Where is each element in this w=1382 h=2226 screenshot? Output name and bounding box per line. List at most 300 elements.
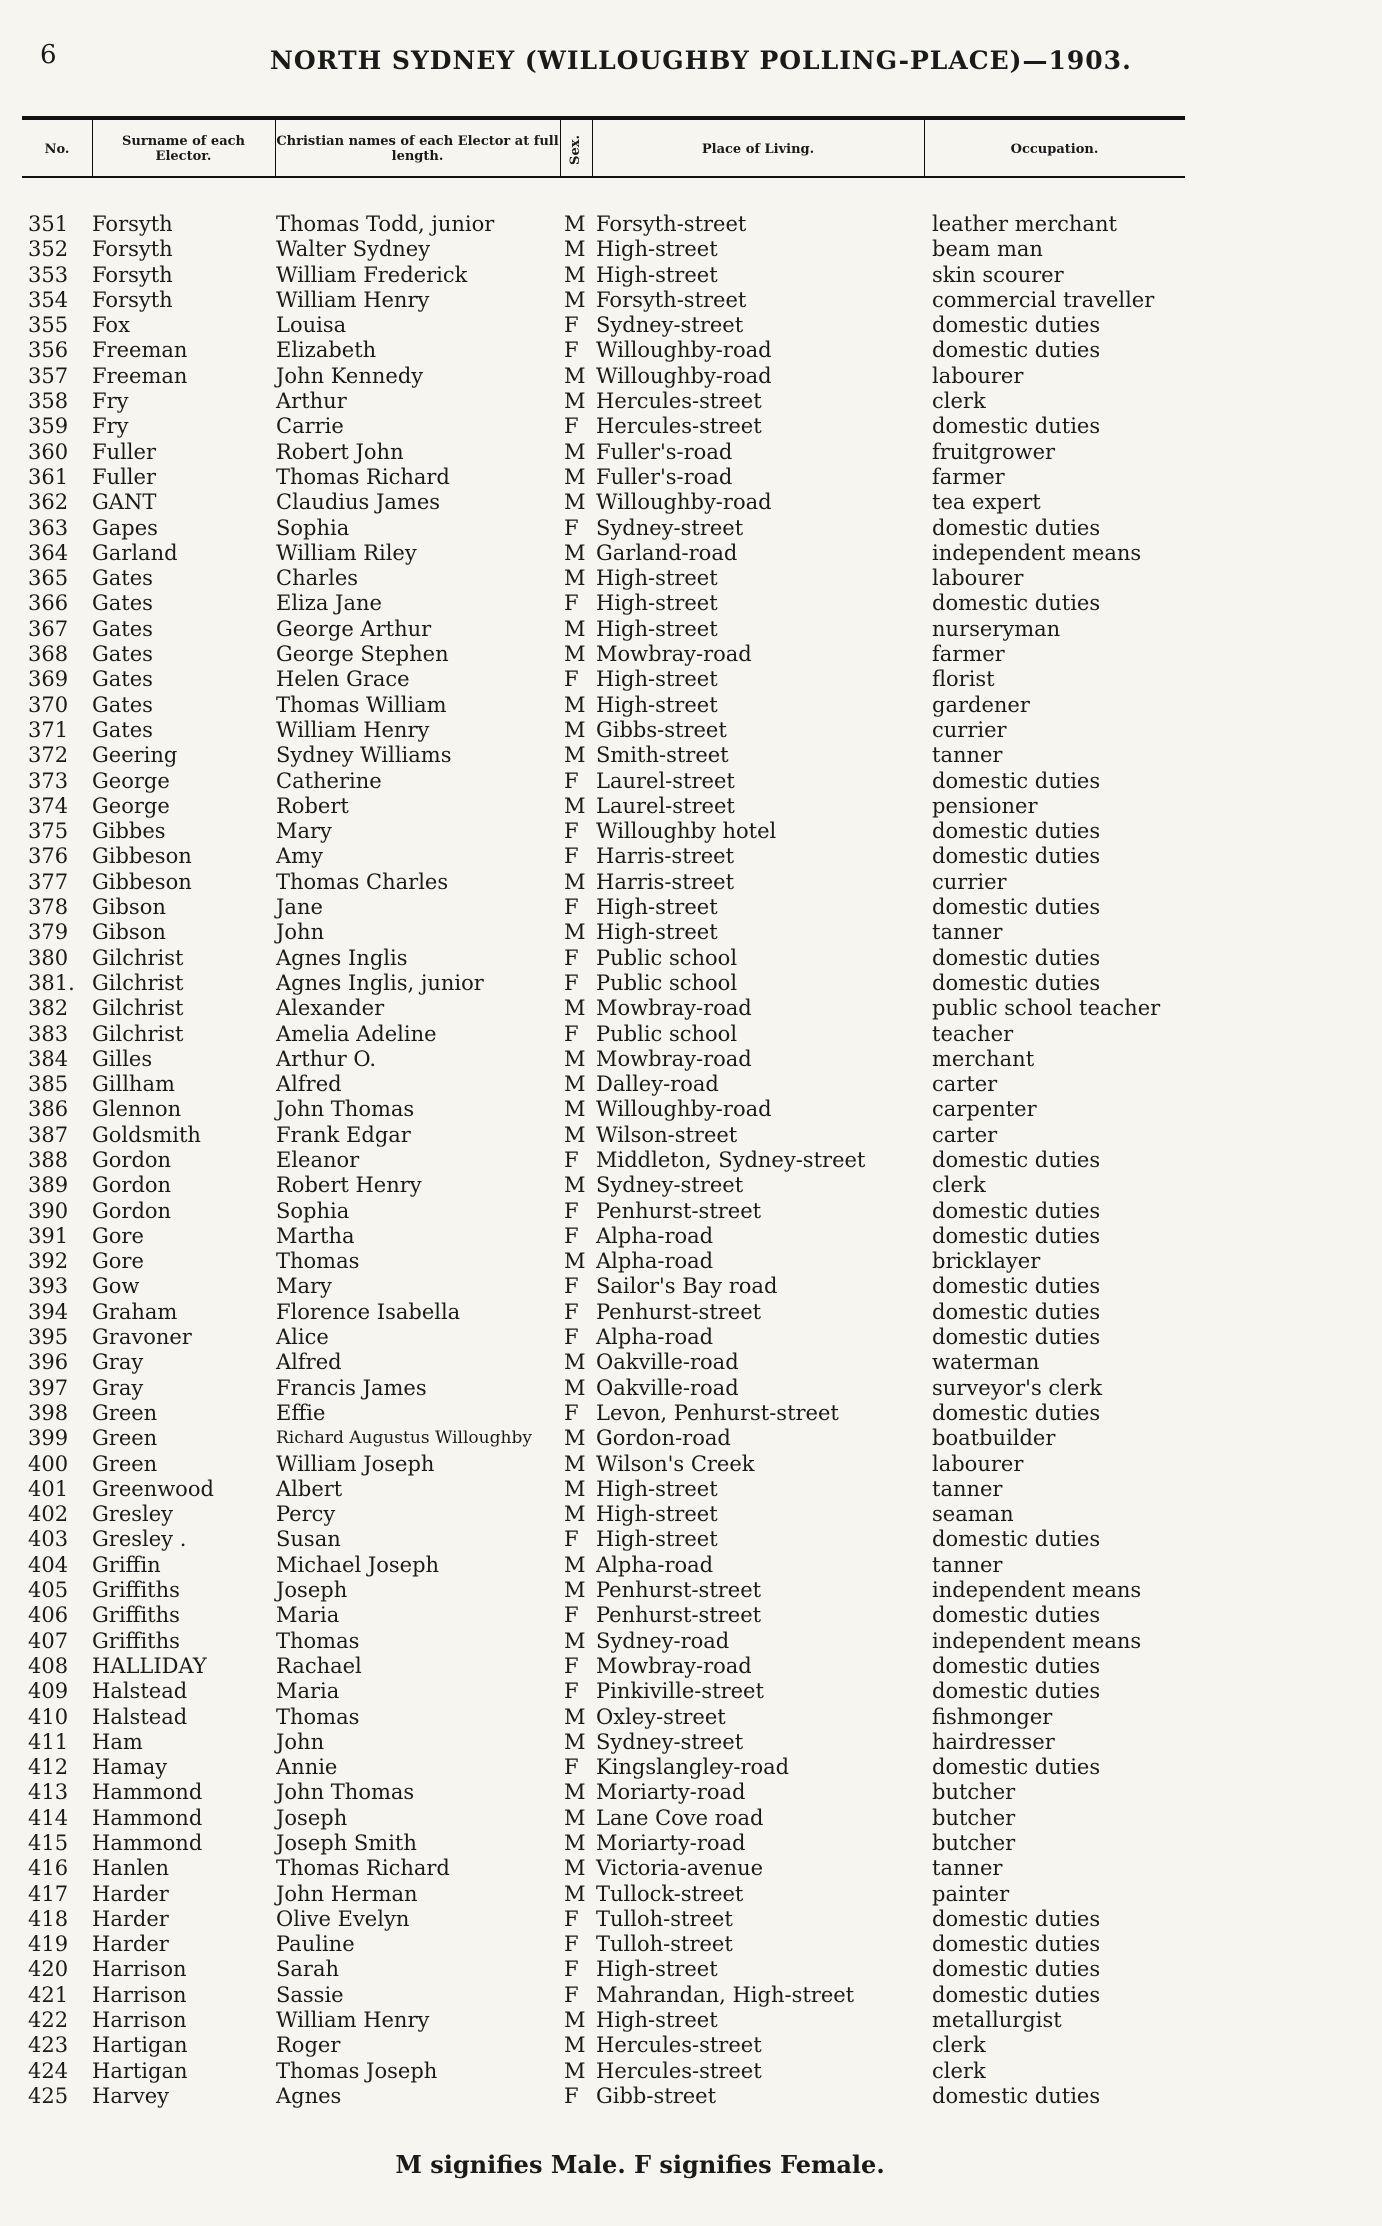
- elector-sex: F: [564, 970, 579, 995]
- elector-occupation: domestic duties: [932, 945, 1101, 970]
- header-sex: [560, 124, 592, 176]
- elector-number: 415: [28, 1831, 69, 1855]
- elector-sex: F: [564, 1147, 579, 1172]
- table-row: [0, 1553, 1382, 1578]
- elector-sex: M: [564, 1780, 586, 1805]
- elector-occupation: leather merchant: [932, 212, 1117, 236]
- elector-surname: Hartigan: [92, 2058, 188, 2083]
- elector-occupation: clerk: [932, 389, 986, 414]
- table-row: [0, 1603, 1382, 1628]
- elector-sex: M: [564, 1046, 586, 1071]
- header-surname: Surname of each Elector.: [122, 134, 245, 164]
- table-row: [0, 490, 1382, 515]
- elector-number: 369: [28, 667, 69, 692]
- table-row: [0, 996, 1382, 1021]
- elector-sex: F: [564, 1400, 579, 1425]
- elector-number: 385: [28, 1072, 69, 1097]
- elector-number: 414: [28, 1805, 69, 1830]
- elector-surname: Green: [92, 1451, 158, 1476]
- elector-place-of-living: Alpha-road: [596, 1249, 714, 1274]
- table-row: [0, 516, 1382, 541]
- elector-occupation: domestic duties: [932, 768, 1101, 793]
- table-row: [0, 667, 1382, 692]
- elector-christian-names: Mary: [276, 819, 332, 844]
- elector-christian-names: William Joseph: [276, 1451, 435, 1476]
- elector-surname: Hanlen: [92, 1856, 170, 1881]
- elector-surname: Green: [92, 1426, 158, 1451]
- elector-place-of-living: High-street: [596, 1527, 718, 1552]
- elector-surname: Gibbeson: [92, 869, 192, 894]
- elector-place-of-living: High-street: [596, 667, 718, 692]
- elector-place-of-living: Willoughby-road: [596, 1097, 772, 1122]
- elector-occupation: farmer: [932, 464, 1005, 489]
- elector-occupation: domestic duties: [932, 414, 1101, 439]
- table-row: [0, 1401, 1382, 1426]
- elector-christian-names: Albert: [276, 1476, 343, 1501]
- elector-surname: Gibbes: [92, 819, 166, 844]
- elector-surname: Gray: [92, 1350, 144, 1375]
- elector-christian-names: Mary: [276, 1274, 332, 1299]
- elector-surname: Gordon: [92, 1147, 172, 1172]
- elector-place-of-living: Garland-road: [596, 540, 738, 565]
- table-row: [0, 743, 1382, 768]
- table-row: [0, 1654, 1382, 1679]
- elector-surname: Gibson: [92, 895, 166, 920]
- elector-sex: F: [564, 1198, 579, 1223]
- elector-occupation: tea expert: [932, 490, 1041, 515]
- elector-surname: Fry: [92, 389, 129, 414]
- elector-christian-names: Thomas Richard: [276, 464, 450, 489]
- elector-surname: Geering: [92, 743, 178, 768]
- elector-occupation: waterman: [932, 1350, 1040, 1375]
- elector-sex: F: [564, 338, 579, 363]
- elector-occupation: domestic duties: [932, 591, 1101, 616]
- elector-number: 398: [28, 1400, 69, 1425]
- elector-sex: F: [564, 1021, 579, 1046]
- elector-christian-names: George Stephen: [276, 642, 449, 667]
- elector-sex: M: [564, 1426, 586, 1451]
- elector-christian-names: Thomas William: [276, 692, 447, 717]
- elector-christian-names: Thomas Joseph: [276, 2058, 438, 2083]
- elector-place-of-living: Sydney-street: [596, 1729, 744, 1754]
- elector-occupation: labourer: [932, 566, 1024, 591]
- table-row: [0, 1831, 1382, 1856]
- elector-sex: F: [564, 1223, 579, 1248]
- elector-place-of-living: High-street: [596, 566, 718, 591]
- elector-place-of-living: Sydney-street: [596, 313, 744, 338]
- elector-surname: Gravoner: [92, 1325, 192, 1350]
- elector-surname: Freeman: [92, 363, 188, 388]
- elector-surname: GANT: [92, 490, 157, 515]
- elector-surname: Harder: [92, 1881, 169, 1906]
- elector-occupation: painter: [932, 1881, 1010, 1906]
- elector-place-of-living: Willoughby-road: [596, 363, 772, 388]
- elector-christian-names: Arthur: [276, 389, 347, 414]
- elector-sex: M: [564, 1249, 586, 1274]
- header-bottom-rule: [22, 176, 1185, 178]
- elector-occupation: domestic duties: [932, 1653, 1101, 1678]
- elector-occupation: clerk: [932, 1173, 986, 1198]
- elector-christian-names: Joseph: [276, 1578, 348, 1603]
- elector-place-of-living: Kingslangley-road: [596, 1755, 790, 1780]
- page-title: NORTH SYDNEY (WILLOUGHBY POLLING-PLACE)—1903.: [270, 46, 1132, 75]
- elector-number: 355: [28, 313, 69, 338]
- table-row: [0, 1173, 1382, 1198]
- elector-place-of-living: Laurel-street: [596, 768, 735, 793]
- elector-place-of-living: Fuller's-road: [596, 464, 733, 489]
- elector-sex: F: [564, 1325, 579, 1350]
- elector-sex: M: [564, 1805, 586, 1830]
- elector-number: 380: [28, 945, 69, 970]
- elector-number: 384: [28, 1046, 69, 1071]
- elector-number: 374: [28, 793, 69, 818]
- elector-number: 357: [28, 363, 69, 388]
- elector-place-of-living: High-street: [596, 262, 718, 287]
- table-row: [0, 1780, 1382, 1805]
- elector-sex: M: [564, 743, 586, 768]
- elector-place-of-living: Hercules-street: [596, 2033, 762, 2058]
- elector-surname: Griffiths: [92, 1628, 180, 1653]
- elector-place-of-living: High-street: [596, 1957, 718, 1982]
- elector-occupation: metallurgist: [932, 2008, 1062, 2033]
- elector-sex: M: [564, 287, 586, 312]
- elector-surname: Gates: [92, 667, 153, 692]
- elector-occupation: domestic duties: [932, 1906, 1101, 1931]
- elector-occupation: skin scourer: [932, 262, 1064, 287]
- elector-place-of-living: Fuller's-road: [596, 439, 733, 464]
- elector-number: 395: [28, 1325, 69, 1350]
- table-row: [0, 1806, 1382, 1831]
- elector-place-of-living: Sydney-street: [596, 1173, 744, 1198]
- elector-sex: F: [564, 1274, 579, 1299]
- elector-christian-names: Florence Isabella: [276, 1299, 461, 1324]
- table-row: [0, 1705, 1382, 1730]
- elector-sex: M: [564, 1729, 586, 1754]
- elector-surname: Gapes: [92, 515, 158, 540]
- elector-sex: M: [564, 566, 586, 591]
- elector-sex: F: [564, 414, 579, 439]
- elector-occupation: fishmonger: [932, 1704, 1053, 1729]
- elector-place-of-living: Moriarty-road: [596, 1831, 746, 1855]
- table-row: [0, 313, 1382, 338]
- elector-christian-names: Catherine: [276, 768, 382, 793]
- elector-number: 422: [28, 2008, 69, 2033]
- elector-number: 356: [28, 338, 69, 363]
- elector-occupation: gardener: [932, 692, 1030, 717]
- elector-sex: M: [564, 439, 586, 464]
- elector-occupation: domestic duties: [932, 515, 1101, 540]
- elector-sex: M: [564, 1856, 586, 1881]
- elector-surname: Harrison: [92, 2008, 187, 2033]
- elector-place-of-living: Willoughby hotel: [596, 819, 777, 844]
- elector-place-of-living: Hercules-street: [596, 2058, 762, 2083]
- elector-occupation: independent means: [932, 1628, 1142, 1653]
- elector-sex: F: [564, 945, 579, 970]
- elector-occupation: clerk: [932, 2058, 986, 2083]
- elector-sex: M: [564, 920, 586, 945]
- elector-christian-names: Alice: [276, 1325, 329, 1350]
- elector-occupation: commercial traveller: [932, 287, 1155, 312]
- elector-sex: F: [564, 1653, 579, 1678]
- elector-place-of-living: High-street: [596, 895, 718, 920]
- elector-sex: M: [564, 1097, 586, 1122]
- elector-place-of-living: Dalley-road: [596, 1072, 719, 1097]
- table-row: [0, 389, 1382, 414]
- elector-place-of-living: Mowbray-road: [596, 996, 752, 1021]
- elector-christian-names: Susan: [276, 1527, 341, 1552]
- elector-christian-names: Joseph: [276, 1805, 348, 1830]
- elector-christian-names: Percy: [276, 1502, 336, 1527]
- table-row: [0, 2084, 1382, 2109]
- elector-christian-names: Agnes Inglis, junior: [276, 970, 484, 995]
- elector-christian-names: Agnes Inglis: [276, 945, 408, 970]
- elector-sex: M: [564, 1122, 586, 1147]
- elector-number: 382: [28, 996, 69, 1021]
- table-row: [0, 1882, 1382, 1907]
- elector-surname: Griffiths: [92, 1603, 180, 1628]
- elector-place-of-living: Gibbs-street: [596, 717, 727, 742]
- elector-sex: M: [564, 540, 586, 565]
- table-row: [0, 1957, 1382, 1982]
- elector-christian-names: Walter Sydney: [276, 237, 431, 262]
- elector-number: 373: [28, 768, 69, 793]
- elector-surname: Gordon: [92, 1198, 172, 1223]
- table-row: [0, 591, 1382, 616]
- elector-occupation: labourer: [932, 363, 1024, 388]
- elector-occupation: domestic duties: [932, 1325, 1101, 1350]
- elector-sex: M: [564, 1476, 586, 1501]
- elector-occupation: beam man: [932, 237, 1043, 262]
- elector-christian-names: Elizabeth: [276, 338, 377, 363]
- elector-occupation: public school teacher: [932, 996, 1161, 1021]
- table-row: [0, 566, 1382, 591]
- elector-place-of-living: Forsyth-street: [596, 212, 747, 236]
- elector-christian-names: Pauline: [276, 1932, 355, 1957]
- elector-place-of-living: High-street: [596, 591, 718, 616]
- elector-number: 377: [28, 869, 69, 894]
- elector-surname: Harrison: [92, 1957, 187, 1982]
- elector-sex: M: [564, 1350, 586, 1375]
- elector-place-of-living: Laurel-street: [596, 793, 735, 818]
- elector-occupation: domestic duties: [932, 1400, 1101, 1425]
- elector-christian-names: Louisa: [276, 313, 347, 338]
- elector-place-of-living: Oxley-street: [596, 1704, 726, 1729]
- elector-occupation: merchant: [932, 1046, 1035, 1071]
- elector-place-of-living: Public school: [596, 970, 738, 995]
- elector-place-of-living: Sydney-street: [596, 515, 744, 540]
- elector-occupation: domestic duties: [932, 1603, 1101, 1628]
- elector-occupation: independent means: [932, 1578, 1142, 1603]
- elector-christian-names: Amy: [276, 844, 323, 869]
- elector-place-of-living: Mowbray-road: [596, 1046, 752, 1071]
- elector-surname: Gow: [92, 1274, 140, 1299]
- elector-christian-names: Alfred: [276, 1072, 342, 1097]
- elector-christian-names: Eliza Jane: [276, 591, 382, 616]
- table-row: [0, 263, 1382, 288]
- elector-sex: M: [564, 237, 586, 262]
- elector-place-of-living: Middleton, Sydney-street: [596, 1147, 866, 1172]
- elector-number: 381.: [28, 970, 75, 995]
- elector-sex: M: [564, 1831, 586, 1855]
- elector-sex: F: [564, 1679, 579, 1704]
- elector-occupation: domestic duties: [932, 1198, 1101, 1223]
- elector-sex: M: [564, 490, 586, 515]
- elector-sex: M: [564, 1072, 586, 1097]
- elector-number: 391: [28, 1223, 69, 1248]
- elector-number: 394: [28, 1299, 69, 1324]
- table-row: [0, 1629, 1382, 1654]
- elector-occupation: boatbuilder: [932, 1426, 1056, 1451]
- elector-christian-names: Eleanor: [276, 1147, 360, 1172]
- elector-sex: M: [564, 1881, 586, 1906]
- elector-occupation: clerk: [932, 2033, 986, 2058]
- elector-place-of-living: Hercules-street: [596, 414, 762, 439]
- elector-christian-names: Annie: [276, 1755, 338, 1780]
- elector-number: 401: [28, 1476, 69, 1501]
- elector-sex: M: [564, 692, 586, 717]
- elector-surname: Ham: [92, 1729, 143, 1754]
- elector-christian-names: Agnes: [276, 2083, 342, 2108]
- elector-sex: M: [564, 717, 586, 742]
- table-row: [0, 718, 1382, 743]
- elector-surname: Gibson: [92, 920, 166, 945]
- elector-christian-names: Martha: [276, 1223, 355, 1248]
- elector-sex: M: [564, 996, 586, 1021]
- table-row: [0, 794, 1382, 819]
- table-row: [0, 2033, 1382, 2058]
- elector-surname: Hammond: [92, 1805, 203, 1830]
- elector-surname: Gordon: [92, 1173, 172, 1198]
- elector-sex: M: [564, 2033, 586, 2058]
- elector-occupation: domestic duties: [932, 1755, 1101, 1780]
- elector-sex: M: [564, 793, 586, 818]
- elector-place-of-living: Wilson-street: [596, 1122, 738, 1147]
- elector-number: 390: [28, 1198, 69, 1223]
- table-row: [0, 1376, 1382, 1401]
- table-row: [0, 465, 1382, 490]
- table-row: [0, 819, 1382, 844]
- table-row: [0, 1350, 1382, 1375]
- elector-christian-names: Robert Henry: [276, 1173, 422, 1198]
- elector-occupation: domestic duties: [932, 895, 1101, 920]
- elector-sex: M: [564, 1375, 586, 1400]
- elector-sex: F: [564, 515, 579, 540]
- table-row: [0, 237, 1382, 262]
- elector-number: 386: [28, 1097, 69, 1122]
- elector-sex: M: [564, 389, 586, 414]
- elector-sex: F: [564, 1755, 579, 1780]
- elector-place-of-living: Oakville-road: [596, 1350, 739, 1375]
- elector-occupation: tanner: [932, 920, 1003, 945]
- elector-occupation: domestic duties: [932, 338, 1101, 363]
- elector-surname: Fuller: [92, 439, 156, 464]
- elector-surname: Fox: [92, 313, 130, 338]
- elector-occupation: domestic duties: [932, 1679, 1101, 1704]
- elector-occupation: domestic duties: [932, 1299, 1101, 1324]
- elector-place-of-living: Levon, Penhurst-street: [596, 1400, 839, 1425]
- elector-occupation: teacher: [932, 1021, 1014, 1046]
- table-row: [0, 1502, 1382, 1527]
- table-row: [0, 1932, 1382, 1957]
- elector-number: 359: [28, 414, 69, 439]
- elector-place-of-living: Tulloh-street: [596, 1906, 733, 1931]
- elector-christian-names: John Thomas: [276, 1780, 415, 1805]
- elector-number: 392: [28, 1249, 69, 1274]
- elector-place-of-living: Public school: [596, 1021, 738, 1046]
- elector-place-of-living: Penhurst-street: [596, 1578, 762, 1603]
- table-row: [0, 1755, 1382, 1780]
- elector-occupation: tanner: [932, 1476, 1003, 1501]
- elector-occupation: bricklayer: [932, 1249, 1041, 1274]
- table-row: [0, 1983, 1382, 2008]
- elector-christian-names: William Riley: [276, 540, 417, 565]
- elector-number: 397: [28, 1375, 69, 1400]
- elector-surname: Gilchrist: [92, 970, 184, 995]
- page-number: 6: [40, 40, 57, 70]
- elector-sex: F: [564, 1982, 579, 2007]
- elector-number: 421: [28, 1982, 69, 2007]
- elector-place-of-living: Wilson's Creek: [596, 1451, 755, 1476]
- elector-christian-names: Rachael: [276, 1653, 362, 1678]
- elector-sex: M: [564, 616, 586, 641]
- table-row: [0, 693, 1382, 718]
- header-occupation: Occupation.: [1010, 141, 1099, 157]
- elector-surname: Gore: [92, 1223, 144, 1248]
- elector-occupation: domestic duties: [932, 1223, 1101, 1248]
- elector-sex: F: [564, 2083, 579, 2108]
- elector-number: 360: [28, 439, 69, 464]
- elector-surname: Gresley .: [92, 1527, 187, 1552]
- table-row: [0, 2008, 1382, 2033]
- elector-place-of-living: Tullock-street: [596, 1881, 744, 1906]
- elector-surname: Gore: [92, 1249, 144, 1274]
- elector-number: 413: [28, 1780, 69, 1805]
- elector-occupation: florist: [932, 667, 995, 692]
- elector-christian-names: Thomas Todd, junior: [276, 212, 495, 236]
- elector-number: 402: [28, 1502, 69, 1527]
- elector-sex: F: [564, 1299, 579, 1324]
- elector-number: 412: [28, 1755, 69, 1780]
- elector-christian-names: Olive Evelyn: [276, 1906, 410, 1931]
- elector-christian-names: Thomas Charles: [276, 869, 449, 894]
- elector-place-of-living: Alpha-road: [596, 1223, 714, 1248]
- elector-surname: Gates: [92, 717, 153, 742]
- table-row: [0, 642, 1382, 667]
- elector-surname: Goldsmith: [92, 1122, 201, 1147]
- elector-christian-names: Frank Edgar: [276, 1122, 411, 1147]
- elector-christian-names: Carrie: [276, 414, 344, 439]
- elector-surname: Gates: [92, 616, 153, 641]
- elector-surname: Hamay: [92, 1755, 168, 1780]
- elector-sex: F: [564, 1527, 579, 1552]
- table-row: [0, 288, 1382, 313]
- header-christian-names: Christian names of each Elector at full length.: [276, 134, 559, 164]
- elector-occupation: butcher: [932, 1831, 1016, 1855]
- elector-christian-names: John Herman: [276, 1881, 418, 1906]
- elector-sex: F: [564, 1957, 579, 1982]
- elector-number: 371: [28, 717, 69, 742]
- electors-table: [0, 212, 1382, 2109]
- elector-place-of-living: Mowbray-road: [596, 642, 752, 667]
- elector-surname: Gray: [92, 1375, 144, 1400]
- elector-surname: HALLIDAY: [92, 1653, 207, 1678]
- elector-occupation: pensioner: [932, 793, 1038, 818]
- elector-surname: Griffiths: [92, 1578, 180, 1603]
- elector-christian-names: Arthur O.: [276, 1046, 377, 1071]
- elector-sex: M: [564, 1502, 586, 1527]
- elector-place-of-living: Hercules-street: [596, 389, 762, 414]
- elector-occupation: domestic duties: [932, 1527, 1101, 1552]
